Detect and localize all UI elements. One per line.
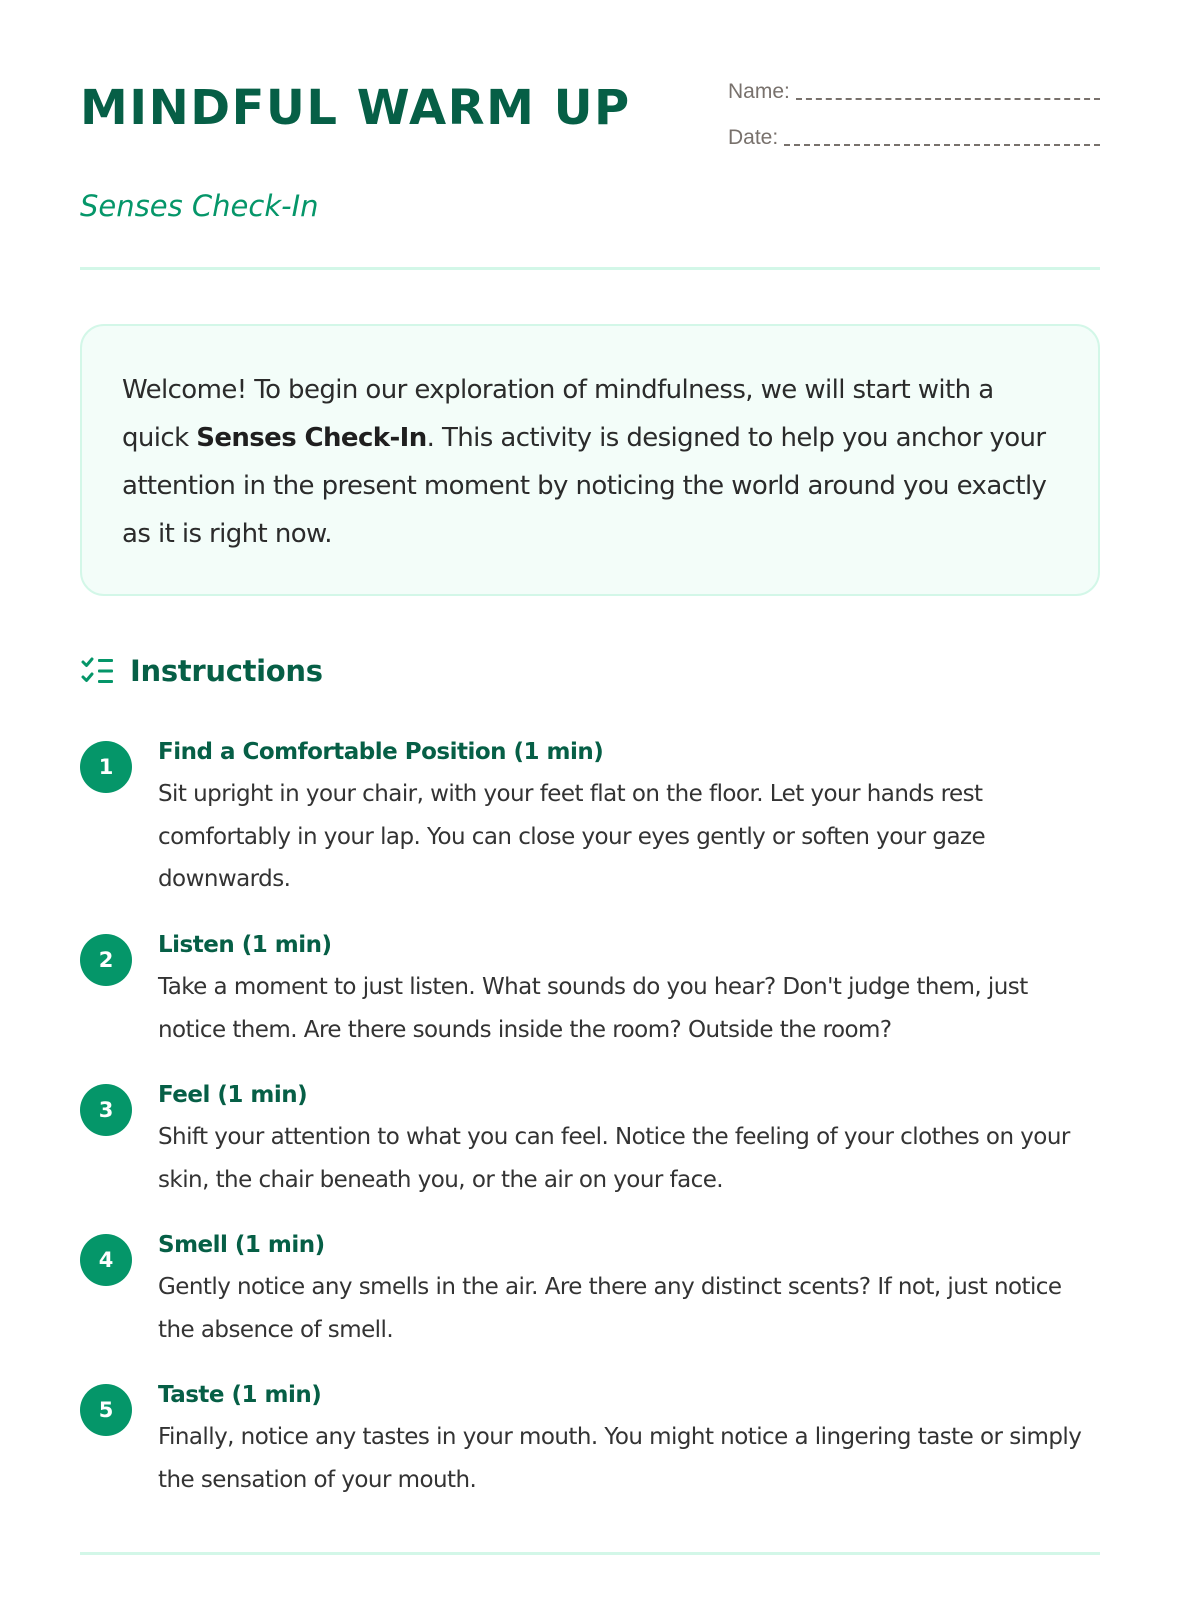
intro-text-end: . This activity is designed to help you anchor your attention in the present moment by noticing the world around you exactly as it is right now. [122, 423, 1047, 549]
step-description: Shift your attention to what you can feel. Notice the feeling of your clothes on your skin, the chair beneath you, or the air on your face. [158, 1124, 1070, 1193]
page-subtitle: Senses Check-In [80, 189, 319, 223]
step-title: Find a Comfortable Position (1 min) [158, 739, 604, 765]
step-content [158, 1374, 1098, 1501]
instructions-header [80, 648, 323, 694]
step-number-badge: 2 [80, 934, 132, 986]
step-title: Taste (1 min) [158, 1382, 322, 1408]
name-field[interactable] [728, 80, 1100, 126]
student-info-fields [728, 80, 1100, 172]
step-content [158, 1224, 1098, 1351]
intro-text-bold: Senses Check-In [196, 423, 427, 453]
step-content [158, 1074, 1098, 1201]
step-title: Listen (1 min) [158, 932, 332, 958]
step-number-badge: 5 [80, 1384, 132, 1436]
step-description: Sit upright in your chair, with your feet flat on the floor. Let your hands rest comfortably in your lap. You can close your eyes gently or soften your gaze downwards. [158, 781, 986, 892]
step-title: Smell (1 min) [158, 1232, 325, 1258]
step-description: Gently notice any smells in the air. Are there any distinct scents? If not, just notice the absence of smell. [158, 1274, 1062, 1343]
page-title: MINDFUL WARM UP [80, 80, 631, 136]
date-label: Date: [728, 126, 779, 149]
name-blank-line[interactable] [796, 82, 1100, 100]
intro-text-start: Welcome! To begin our exploration of mindfulness, we will start with a quick [122, 375, 994, 453]
step-title: Feel (1 min) [158, 1082, 308, 1108]
step-number-badge: 1 [80, 741, 132, 793]
date-field[interactable] [728, 126, 1100, 172]
worksheet-page [80, 0, 1100, 1493]
step-number-badge: 4 [80, 1234, 132, 1286]
intro-callout [80, 324, 1100, 596]
step-content [158, 924, 1098, 1051]
intro-text [122, 366, 1058, 558]
date-blank-line[interactable] [784, 128, 1100, 146]
step-description: Finally, notice any tastes in your mouth. You might notice a lingering taste or simply the sensation of your mouth. [158, 1424, 1082, 1493]
step-content [158, 731, 1098, 901]
step-number-badge: 3 [80, 1084, 132, 1136]
instructions-heading: Instructions [130, 654, 323, 688]
step-description: Take a moment to just listen. What sounds do you hear? Don't judge them, just notice them. Are there sounds inside the room? Outside the room? [158, 974, 1028, 1043]
worksheet-header [80, 0, 1100, 270]
name-label: Name: [728, 80, 790, 103]
footer-divider [80, 1552, 1100, 1555]
checklist-icon [80, 656, 116, 686]
